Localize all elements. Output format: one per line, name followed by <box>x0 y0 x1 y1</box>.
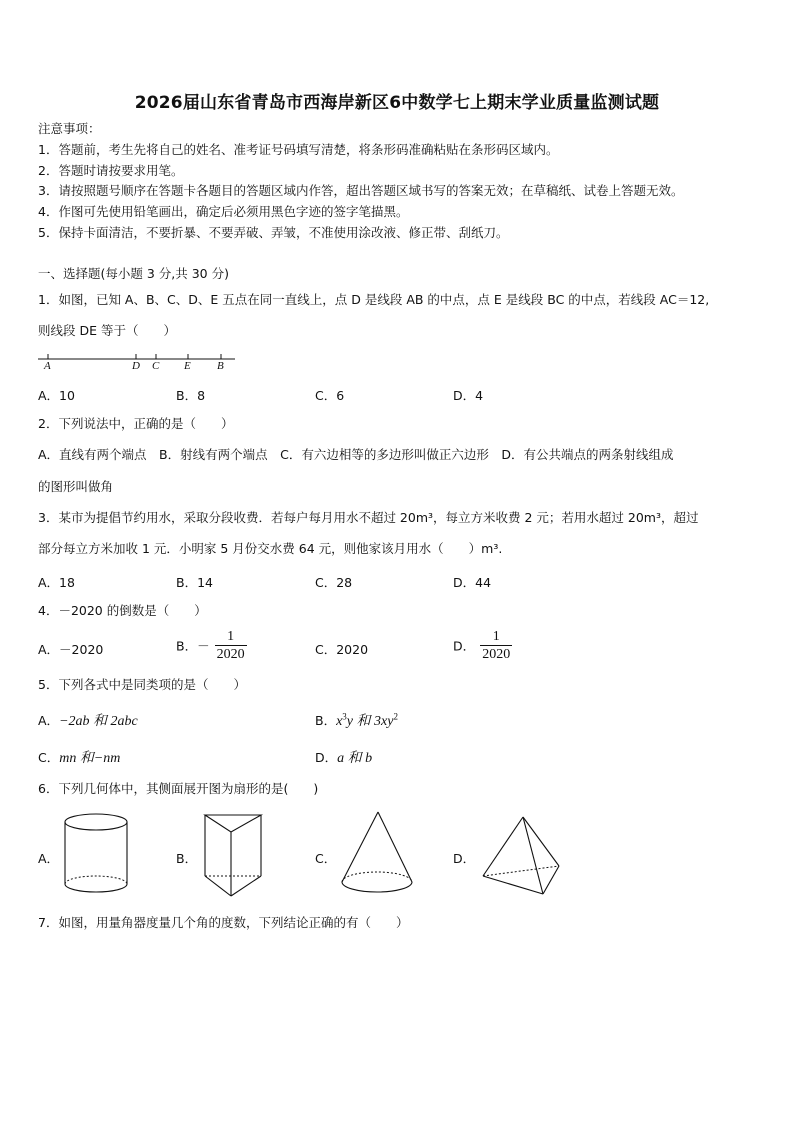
notice-item-3: 3．请按照题号顺序在答题卡各题目的答题区域内作答，超出答题区域书写的答案无效；在草稿纸、试卷上答题无效。 <box>38 183 684 198</box>
point-label-c: C <box>152 360 160 372</box>
question-3-option-b: B．14 <box>176 575 213 590</box>
question-1-option-c: C．6 <box>315 388 345 403</box>
question-3-line-2: 部分每立方米加收 1 元．小明家 5 月份交水费 64 元，则他家该月用水（ ）m³. <box>38 541 503 556</box>
option-b-expression-1: x <box>336 714 343 729</box>
cylinder-figure <box>62 812 132 898</box>
question-5-option-d <box>315 747 372 767</box>
fraction-d <box>480 628 512 663</box>
option-c-label: C． <box>38 750 60 765</box>
question-4-option-a: A．－2020 <box>38 642 104 657</box>
option-b-exponent-2: 2 <box>393 711 398 722</box>
option-b-expression-2: y 和 3xy <box>346 714 394 729</box>
question-3-option-c: C．28 <box>315 575 353 590</box>
option-b-exponent-1: 3 <box>342 711 347 722</box>
question-6-option-c: C． <box>315 851 337 866</box>
question-2-options-line-1: A．直线有两个端点 B．射线有两个端点 C．有六边相等的多边形叫做正六边形 D．有公共端点的两条射线组成 <box>38 447 674 462</box>
question-1-line-2: 则线段 DE 等于（ ） <box>38 323 176 338</box>
question-6-stem: 6．下列几何体中，其侧面展开图为扇形的是( ) <box>38 781 319 796</box>
pyramid-figure <box>477 814 567 900</box>
notice-heading: 注意事项： <box>38 121 101 136</box>
option-b-label: B． <box>315 713 337 728</box>
question-4-stem: 4．－2020 的倒数是（ ） <box>38 603 207 618</box>
question-1-option-b: B．8 <box>176 388 206 403</box>
question-5-option-c <box>38 747 120 767</box>
point-label-e: E <box>184 360 191 372</box>
page-title: 2026届山东省青岛市西海岸新区6中数学七上期末学业质量监测试题 <box>134 93 660 113</box>
point-label-b: B <box>217 360 224 372</box>
question-1-option-a: A．10 <box>38 388 75 403</box>
question-6-option-d: D． <box>453 851 476 866</box>
cone-figure <box>338 810 418 904</box>
notice-item-4: 4．作图可先使用铅笔画出，确定后必须用黑色字迹的签字笔描黑。 <box>38 204 409 219</box>
notice-item-1: 1．答题前，考生先将自己的姓名、准考证号码填写清楚，将条形码准确粘贴在条形码区域内。 <box>38 142 559 157</box>
section-heading: 一、选择题(每小题 3 分,共 30 分) <box>38 266 229 281</box>
option-a-label: A． <box>38 713 60 728</box>
fraction-b-numerator: 1 <box>215 628 247 646</box>
option-b-prefix: B．－ <box>176 638 210 654</box>
notice-item-2: 2．答题时请按要求用笔。 <box>38 163 184 178</box>
triangular-prism-figure <box>199 812 269 902</box>
option-a-expression: −2ab 和 2abc <box>59 714 138 729</box>
question-2-stem: 2．下列说法中，正确的是（ ） <box>38 416 234 431</box>
question-3-option-d: D．44 <box>453 575 492 590</box>
question-1-option-d: D．4 <box>453 388 484 403</box>
option-c-expression: mn 和−nm <box>59 751 121 766</box>
question-6-option-a: A． <box>38 851 60 866</box>
notice-item-5: 5．保持卡面清洁，不要折暴、不要弄破、弄皱，不准使用涂改液、修正带、刮纸刀。 <box>38 225 509 240</box>
option-d-expression: a 和 b <box>337 751 373 766</box>
question-7-stem: 7．如图，用量角器度量几个角的度数，下列结论正确的有（ ） <box>38 915 409 930</box>
question-5-option-b <box>315 710 398 730</box>
point-label-a: A <box>44 360 51 372</box>
fraction-b-denominator: 2020 <box>216 647 245 662</box>
fraction-b <box>215 628 247 663</box>
question-6-option-b: B． <box>176 851 198 866</box>
question-4-option-c: C．2020 <box>315 642 369 657</box>
question-3-option-a: A．18 <box>38 575 75 590</box>
question-5-option-a <box>38 710 138 730</box>
fraction-d-numerator: 1 <box>480 628 512 646</box>
question-3-line-1: 3．某市为提倡节约用水，采取分段收费．若每户每月用水不超过 20m³，每立方米收费 2 元；若用水超过 20m³，超过 <box>38 510 699 525</box>
option-d-prefix: D． <box>453 638 476 654</box>
question-4-option-b <box>176 628 247 663</box>
fraction-d-denominator: 2020 <box>482 647 511 662</box>
point-label-d: D <box>132 360 140 372</box>
option-d-label: D． <box>315 750 338 765</box>
question-1-line-1: 1．如图，已知 A、B、C、D、E 五点在同一直线上，点 D 是线段 AB 的中点，点 E 是线段 BC 的中点，若线段 AC＝12, <box>38 292 710 307</box>
question-2-options-line-2: 的图形叫做角 <box>38 479 114 494</box>
question-5-stem: 5．下列各式中是同类项的是（ ） <box>38 677 246 692</box>
question-4-option-d <box>453 628 512 663</box>
